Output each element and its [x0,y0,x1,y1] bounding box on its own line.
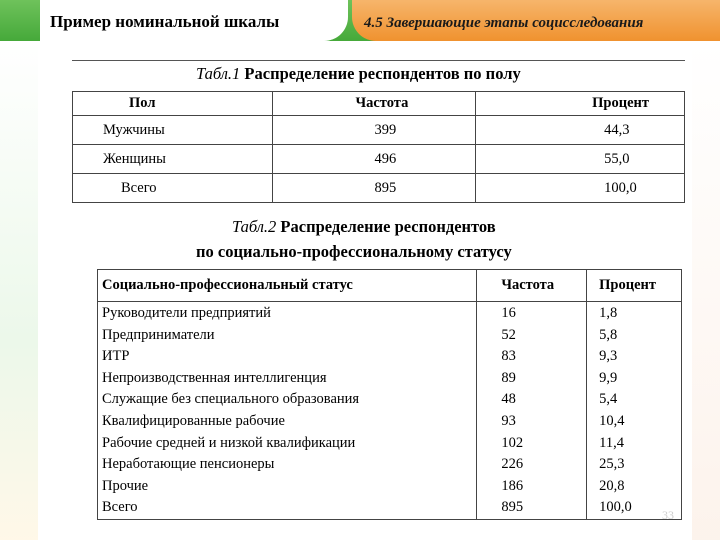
table-row [98,302,682,520]
percent-cell: 11,4 [599,434,624,451]
frequency-cell: 52 [501,326,516,343]
table1-caption [196,64,521,84]
frequency-cell: 89 [501,369,516,386]
percent-cell: 9,3 [599,348,618,365]
table1-caption-label: Табл.1 [196,64,241,83]
frequency-cell: 496 [273,145,476,174]
gender-cell: Всего [73,174,273,203]
status-cell: Прочие [102,477,149,494]
frequency-cell: 83 [501,348,516,365]
frequency-cell: 895 [501,499,524,516]
percent-cell: 5,4 [599,391,618,408]
column-header-gender: Пол [73,92,273,116]
status-cell: Руководители предприятий [102,305,271,321]
frequency-cell: 399 [273,116,476,145]
status-cell: Квалифицированные рабочие [102,412,285,429]
table-header-row [73,92,685,116]
right-side-decoration [692,41,720,540]
section-title: 4.5 Завершающие этапы социсследования [364,15,644,31]
table2-caption-line2: по социально-профессиональному статусу [196,242,512,261]
frequency-cell: 48 [501,391,516,408]
status-cell: Неработающие пенсионеры [102,456,275,473]
column-header-percent: Процент [476,92,685,116]
frequency-cell: 186 [501,477,524,494]
status-cell: ИТР [102,348,130,365]
percent-cell: 44,3 [476,116,685,145]
gender-cell: Женщины [73,145,273,174]
header-corner [0,0,40,41]
percent-cell: 9,9 [599,369,618,386]
status-cell: Непроизводственная интеллигенция [102,369,327,386]
percent-cell: 55,0 [476,145,685,174]
column-header-status: Социально-профессиональный статус [98,270,477,302]
gender-table [72,91,685,203]
status-cell: Предприниматели [102,326,215,343]
status-cell: Всего [102,499,138,516]
table1-caption-text: Распределение респондентов по полу [244,64,521,83]
gender-cell: Мужчины [73,116,273,145]
status-column [98,302,477,520]
table-header-row [98,270,682,302]
column-header-frequency: Частота [477,270,587,302]
frequency-cell: 102 [501,434,524,451]
status-table [97,269,682,520]
table2-caption-line1 [232,217,496,237]
percent-cell: 100,0 [476,174,685,203]
percent-cell: 20,8 [599,477,625,494]
left-side-decoration [0,41,38,540]
status-cell: Рабочие средней и низкой квалификации [102,434,356,451]
frequency-cell: 226 [501,456,524,473]
table-row [73,145,685,174]
frequency-cell: 93 [501,412,516,429]
table-row [73,174,685,203]
divider [72,60,685,61]
column-header-percent: Процент [587,270,682,302]
page-number: 33 [662,508,674,522]
percent-cell: 100,0 [599,499,632,516]
status-cell: Служащие без специального образования [102,391,360,408]
table-row [73,116,685,145]
percent-column [587,302,682,520]
frequency-cell: 16 [501,305,516,321]
slide-title: Пример номинальной шкалы [50,12,280,31]
percent-cell: 10,4 [599,412,625,429]
percent-cell: 1,8 [599,305,618,321]
percent-cell: 25,3 [599,456,625,473]
table2-caption-text: Распределение респондентов [280,217,496,236]
table2-caption-label: Табл.2 [232,217,277,236]
percent-cell: 5,8 [599,326,618,343]
column-header-frequency: Частота [273,92,476,116]
frequency-column [477,302,587,520]
frequency-cell: 895 [273,174,476,203]
